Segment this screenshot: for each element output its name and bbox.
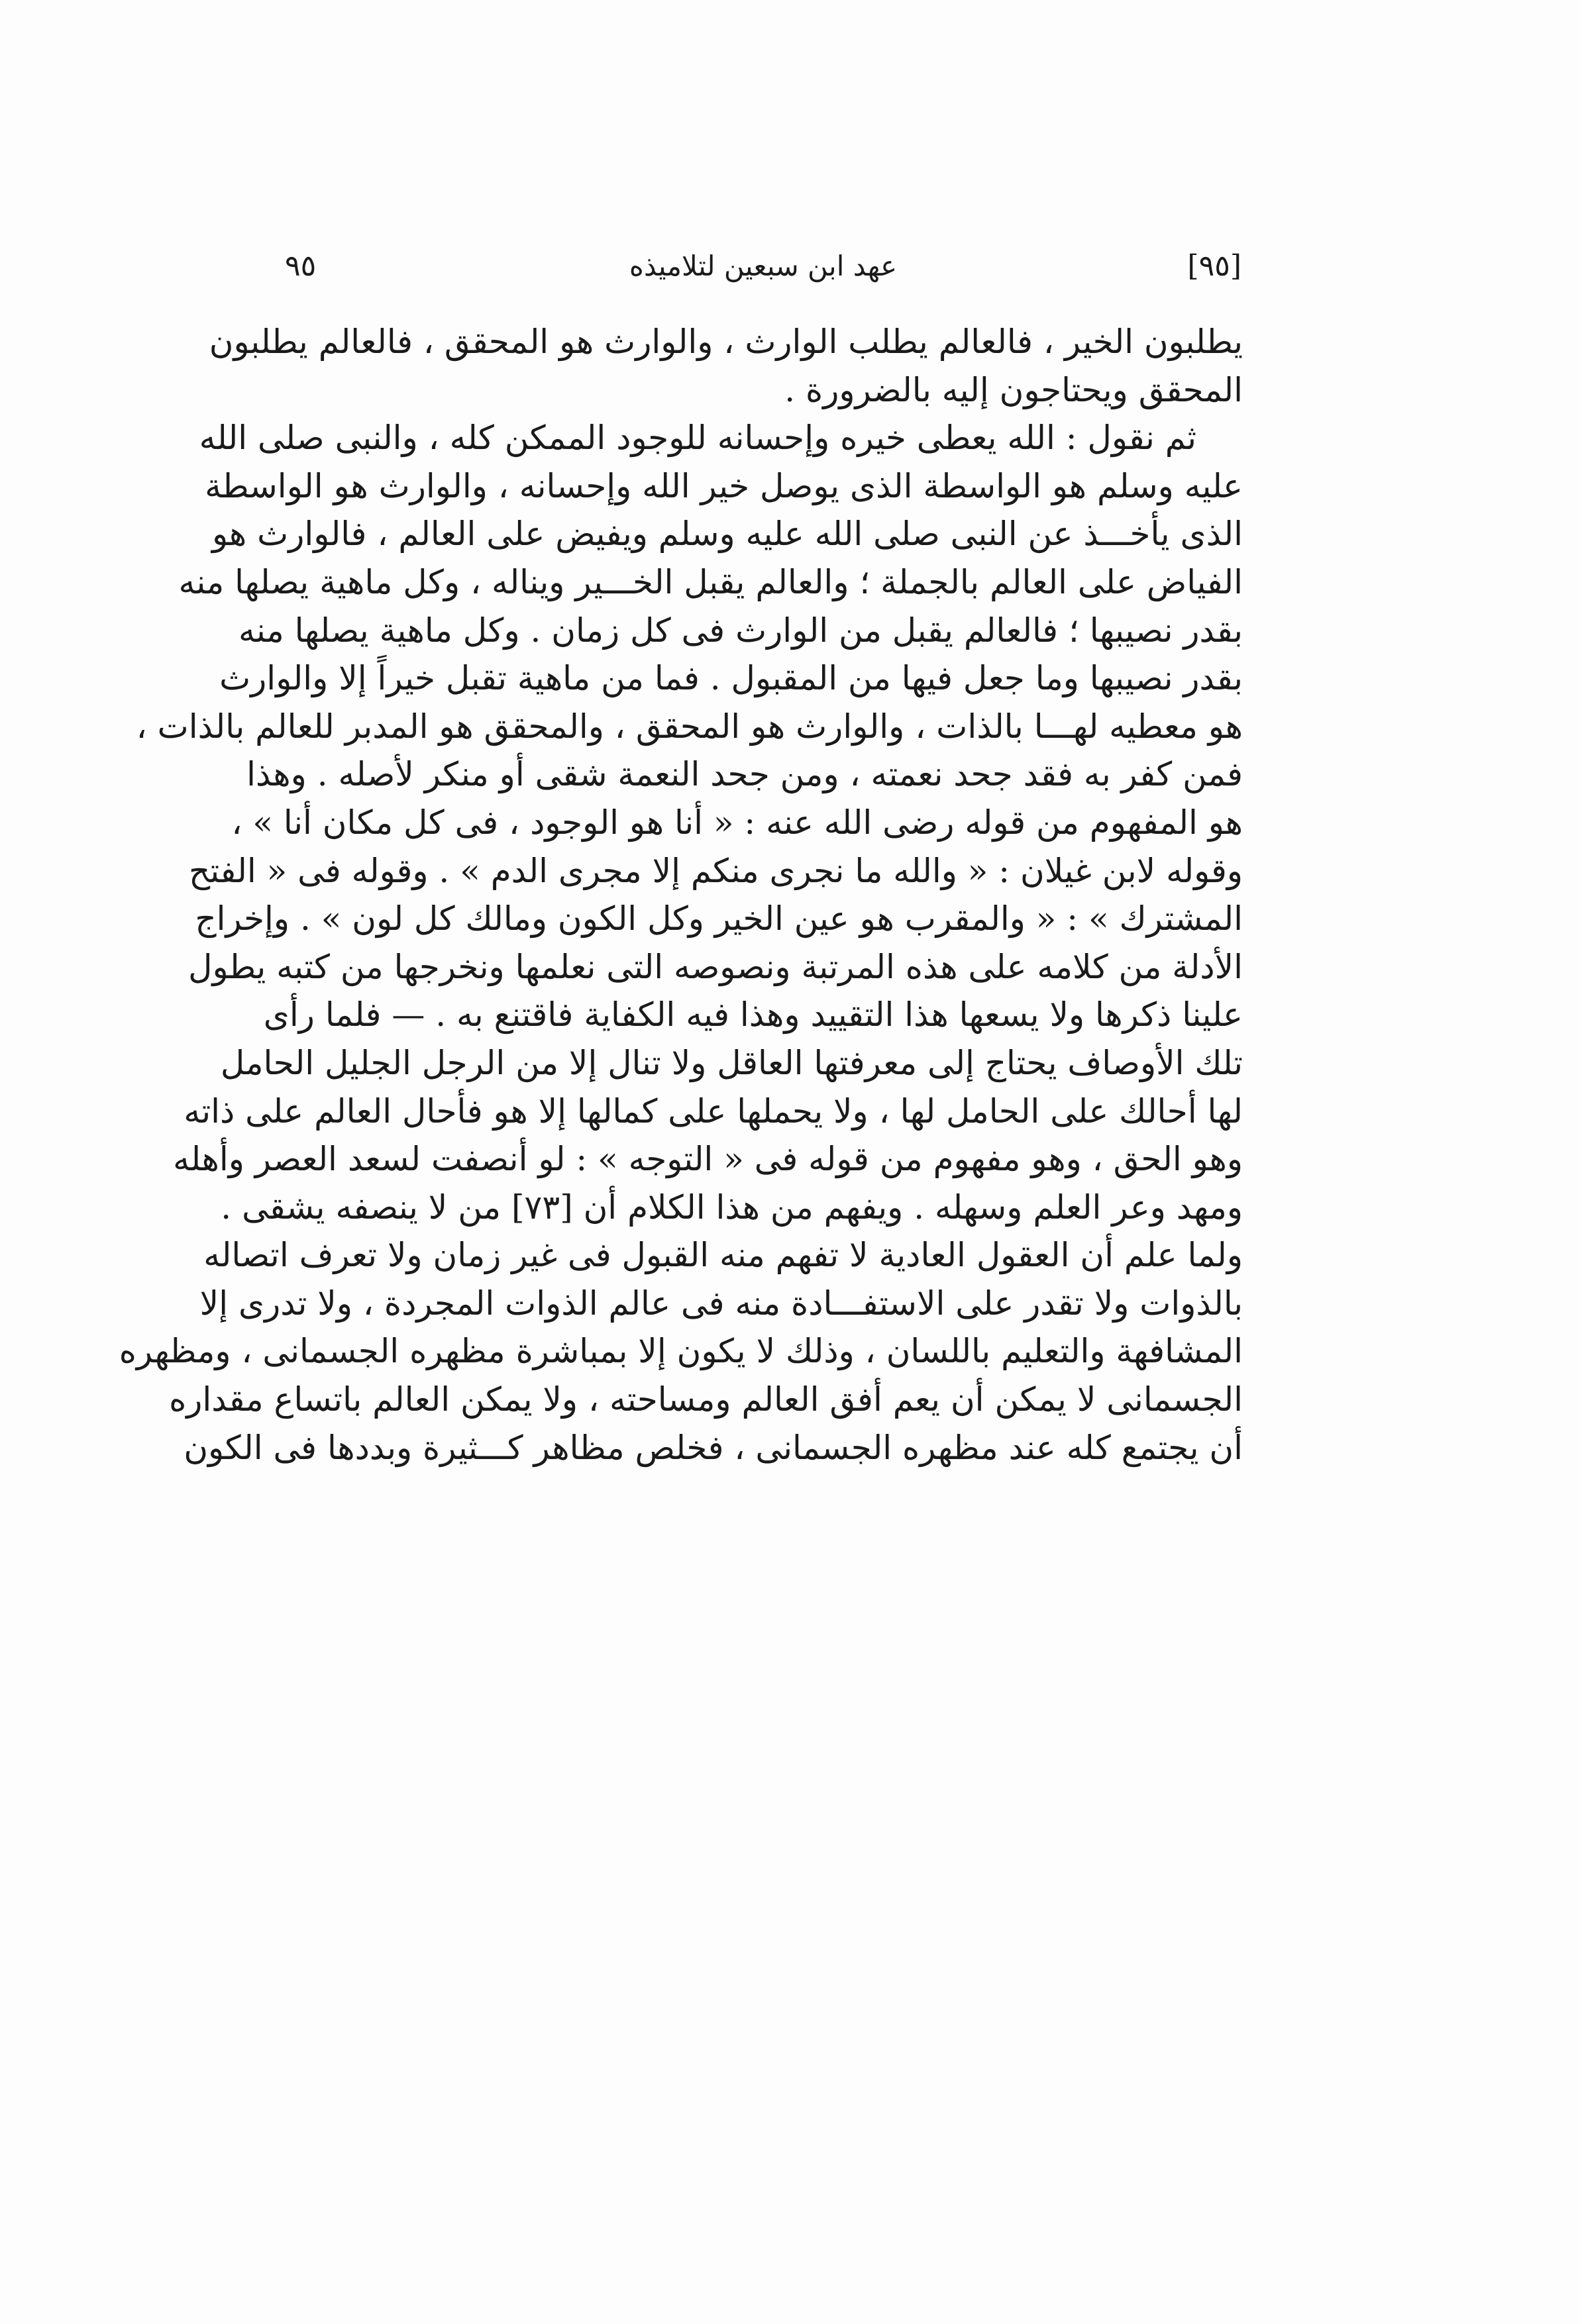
text-line: هو المفهوم من قوله رضى الله عنه : « أنا هو الوجود ، فى كل مكان أنا » ، bbox=[231, 803, 1243, 842]
text-line: المحقق ويحتاجون إليه بالضرورة . bbox=[784, 370, 1243, 409]
page-number: ٩٥ bbox=[285, 249, 317, 283]
text-line: بالذوات ولا تقدر على الاستفـــادة منه فى عالم الذوات المجردة ، ولا تدرى إلا bbox=[199, 1284, 1243, 1323]
text-line: بقدر نصيبها ؛ فالعالم يقبل من الوارث فى كل زمان . وكل ماهية يصلها منه bbox=[238, 611, 1243, 650]
text-line: هو معطيه لهـــا بالذات ، والوارث هو المحقق ، والمحقق هو المدبر للعالم بالذات ، bbox=[136, 707, 1243, 746]
text-line: ثم نقول : الله يعطى خيره وإحسانه للوجود الممكن كله ، والنبى صلى الله bbox=[199, 419, 1196, 458]
text-line: وقوله لابن غيلان : « والله ما نجرى منكم إلا مجرى الدم » . وقوله فى « الفتح bbox=[188, 851, 1243, 890]
bracketed-page-number: [٩٥] bbox=[1187, 249, 1241, 283]
text-line: تلك الأوصاف يحتاج إلى معرفتها العاقل ولا تنال إلا من الرجل الجليل الحامل bbox=[220, 1043, 1243, 1082]
text-line: بقدر نصيبها وما جعل فيها من المقبول . فما من ماهية تقبل خيراً إلا والوارث bbox=[219, 659, 1243, 698]
body-text bbox=[119, 318, 1243, 1472]
text-line: يطلبون الخير ، فالعالم يطلب الوارث ، والوارث هو المحقق ، فالعالم يطلبون bbox=[209, 323, 1243, 361]
text-line: عليه وسلم هو الواسطة الذى يوصل خير الله وإحسانه ، والوارث هو الواسطة bbox=[205, 466, 1243, 505]
text-line: الجسمانى لا يمكن أن يعم أفق العالم ومساحته ، ولا يمكن العالم باتساع مقداره bbox=[169, 1380, 1243, 1419]
text-line: وهو الحق ، وهو مفهوم من قوله فى « التوجه » : لو أنصفت لسعد العصر وأهله bbox=[173, 1140, 1243, 1179]
text-line: المشافهة والتعليم باللسان ، وذلك لا يكون إلا بمباشرة مظهره الجسمانى ، ومظهره bbox=[119, 1332, 1243, 1371]
text-line: لها أحالك على الحامل لها ، ولا يحملها على كمالها إلا هو فأحال العالم على ذاته bbox=[184, 1091, 1243, 1131]
text-line: الأدلة من كلامه على هذه المرتبة ونصوصه التى نعلمها ونخرجها من كتبه يطول bbox=[188, 947, 1243, 986]
text-line: الذى يأخـــذ عن النبى صلى الله عليه وسلم ويفيض على العالم ، فالوارث هو bbox=[212, 515, 1243, 554]
text-line: علينا ذكرها ولا يسعها هذا التقييد وهذا فيه الكفاية فاقتنع به . — فلما رأى bbox=[263, 995, 1243, 1035]
text-line: أن يجتمع كله عند مظهره الجسمانى ، فخلص مظاهر كـــثيرة وبددها فى الكون bbox=[184, 1428, 1243, 1467]
text-line: فمن كفر به فقد جحد نعمته ، ومن جحد النعمة شقى أو منكر لأصله . وهذا bbox=[246, 755, 1243, 794]
running-header bbox=[285, 246, 1241, 293]
text-line: المشترك » : « والمقرب هو عين الخير وكل الكون ومالك كل لون » . وإخراج bbox=[195, 899, 1243, 938]
text-line: ولما علم أن العقول العادية لا تفهم منه القبول فى غير زمان ولا تعرف اتصاله bbox=[203, 1236, 1243, 1275]
text-line: ومهد وعر العلم وسهله . ويفهم من هذا الكلام أن [٧٣] من لا ينصفه يشقى . bbox=[221, 1187, 1243, 1227]
running-title: عهد ابن سبعين لتلاميذه bbox=[629, 250, 898, 282]
text-line: الفياض على العالم بالجملة ؛ والعالم يقبل الخـــير ويناله ، وكل ماهية يصلها منه bbox=[178, 562, 1243, 601]
